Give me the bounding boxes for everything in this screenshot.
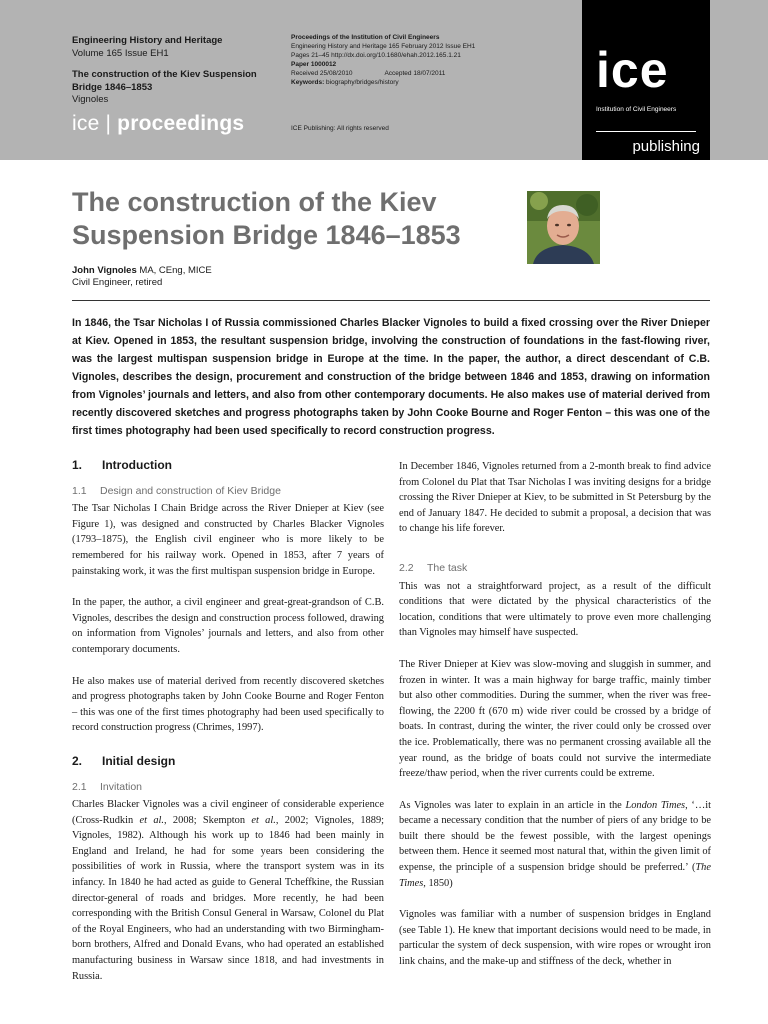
- running-author: Vignoles: [72, 94, 109, 105]
- journal-info: [72, 35, 282, 107]
- text-run-italic: The Times: [399, 862, 711, 889]
- paragraph: He also makes use of material derived from recently discovered sketches and progress photographs taken by John Cooke Bourne and Roger Fenton – this was one of the first times photography had been used specifically to record construction progress (Chrimes, 1997).: [72, 675, 384, 734]
- subsection-number: 2.2: [399, 561, 414, 574]
- meta-doi: Pages 21–45 http://dx.doi.org/10.1680/ehah.2012.165.1.21: [291, 52, 461, 59]
- paragraph: The River Dnieper at Kiev was slow-moving and sluggish in summer, and frozen in winter. It was a main highway for barge traffic, mainly timber but also other commodities. During the summer, when the river was free-flowing, the 2200 ft (670 m) wide river could be crossed by a bridge of boats. In contrast, during the winter, the river could only be crossed over the ice. Problematically, there was no permanent crossing available all the year round, as the bridge of boats could not survive the intermediate freeze/thaw period, when the river currents could be extreme.: [399, 658, 711, 780]
- running-title-2: Bridge 1846–1853: [72, 81, 153, 93]
- subsection-heading-task: [399, 561, 711, 577]
- subsection-heading-design: [72, 484, 384, 500]
- logo-ice-word: ice: [596, 42, 669, 98]
- paragraph: In December 1846, Vignoles returned from a 2-month break to find advice from Colonel du Plat that Tsar Nicholas I was inviting designs for a bridge crossing the River Dnieper at Kiev, to be submitted in St Petersburg by the end of January 1847. He decided to submit a proposal, a decision that was to change his life forever.: [399, 461, 711, 535]
- paragraph: [72, 797, 384, 984]
- brand-proceedings: proceedings: [117, 112, 245, 135]
- author-name: John Vignoles: [72, 265, 137, 276]
- text-run: , 1850): [423, 877, 453, 889]
- section-heading-initial-design: [72, 754, 384, 770]
- author-line: [72, 265, 212, 277]
- paragraph: This was not a straightforward project, as a result of the difficult conditions that were dictated by the physical characteristics of the location, conditions that were ultimately to prove even more challenging than Vignoles may himself have suspected.: [399, 580, 711, 639]
- ice-proceedings-brand: [72, 112, 244, 136]
- meta-paper: Paper 1000012: [291, 61, 337, 68]
- text-run: , 2002; Vignoles, 1889; Vignoles, 1982). Although his work up to 1846 had been mainly in England and Ireland, he had for some years been considering the possibilities of work in Russia, where the transport system was in its infancy. In 1840 he had acted as guide to General Tcheffkine, the Russian director-general of roads and bridges. More recently, he had been corresponding with the British Consul General in Warsaw, Colonel du Plat of the Royal Engineers, who had an understanding with two Birmingham-born brothers, Alfred and Donald Evans, who had operated an established manufacturing business in Warsaw since 1818, and had investments in Russia.: [72, 814, 385, 982]
- logo-divider: [596, 131, 696, 132]
- logo-publishing: publishing: [632, 138, 700, 155]
- paragraph: In the paper, the author, a civil engineer and great-great-grandson of C.B. Vignoles, describes the design and construction process followed, drawing on information from Vignoles’ journals and letters, and also from other contemporary documents.: [72, 597, 384, 655]
- article-title: The construction of the Kiev Suspension Bridge 1846–1853: [72, 187, 461, 250]
- text-run: , 2008; Skempton: [164, 814, 252, 826]
- meta-dates: [291, 69, 521, 78]
- author-role: Civil Engineer, retired: [72, 277, 163, 288]
- meta-keywords: [291, 78, 521, 87]
- keywords-value: biography/bridges/history: [324, 79, 399, 86]
- section-heading-introduction: [72, 458, 384, 474]
- author-quals: MA, CEng, MICE: [136, 265, 212, 276]
- paragraph: Vignoles was familiar with a number of suspension bridges in England (see Table 1). He knew that important decisions would need to be made, in particular the system of deck suspension, with wire ropes or wrought iron link chains, and the make-up and stiffness of the deck, whether in: [399, 909, 711, 968]
- journal-name: Engineering History and Heritage: [72, 35, 223, 46]
- meta-received: Received 25/08/2010: [291, 70, 353, 77]
- text-run-italic: et al.: [251, 814, 276, 826]
- right-column: [399, 459, 711, 986]
- subsection-heading-invitation: [72, 780, 384, 796]
- meta-issue: Engineering History and Heritage 165 February 2012 Issue EH1: [291, 43, 476, 50]
- text-run-italic: London Times: [625, 799, 686, 811]
- subsection-number: 2.1: [72, 780, 87, 793]
- meta-proceedings: Proceedings of the Institution of Civil Engineers: [291, 34, 440, 41]
- abstract: In 1846, the Tsar Nicholas I of Russia commissioned Charles Blacker Vignoles to build a fixed crossing over the River Dnieper at Kiev. Opened in 1853, the resultant suspension bridge, involving the construction of foundations in the fast-flowing river, was the largest multispan suspension bridge in Europe at the time. In the paper, the author, a direct descendant of C.B. Vignoles, describes the design, procurement and construction of the bridge between 1846 and 1853, drawing on information from Vignoles’ journals and letters, and also from other contemporary documents. He also makes use of material derived from recently discovered sketches and progress photographs taken by John Cooke Bourne and Roger Fenton – this was one of the first times photography had been used specifically to record construction progress.: [72, 317, 710, 437]
- section-title: Introduction: [102, 458, 172, 472]
- text-run: Charles Blacker Vignoles was a civil engineer of considerable experience (Cross-Rudkin: [72, 799, 384, 826]
- subsection-title: Invitation: [100, 780, 143, 793]
- paragraph: The Tsar Nicholas I Chain Bridge across the River Dnieper at Kiev (see Figure 1), was designed and constructed by Charles Blacker Vignoles (1793–1875), the English civil engineer who is more likely to be remembered for his railway work. Opened in 1853, after 7 years of painstaking work, it was the first multispan suspension bridge in Europe.: [72, 503, 384, 577]
- author-photo: [527, 191, 600, 264]
- author-block: [72, 265, 212, 289]
- text-run-italic: et al.: [139, 814, 165, 826]
- brand-ice: ice |: [72, 112, 118, 135]
- logo-institution: Institution of Civil Engineers: [596, 106, 677, 113]
- meta-accepted: Accepted 18/07/2011: [384, 70, 446, 77]
- journal-volume: Volume 165 Issue EH1: [72, 47, 169, 59]
- section-title: Initial design: [102, 753, 176, 768]
- publication-meta: [291, 33, 521, 87]
- ice-publishing-logo: [582, 0, 710, 160]
- abstract-rule: [72, 300, 710, 301]
- text-run: As Vignoles was later to explain in an article in the: [399, 799, 626, 811]
- section-number: 1.: [72, 458, 83, 472]
- subsection-number: 1.1: [72, 484, 87, 497]
- subsection-title: The task: [427, 561, 468, 574]
- running-title: The construction of the Kiev Suspension: [72, 69, 257, 80]
- left-column: [72, 458, 384, 1000]
- text-run: , ‘…it became a necessary condition that the number of piers of any bridge to be built there should be the fewest possible, with the largest openings between them. Hence it seemed most natural that, within the given limit of expense, the principle of a suspension bridge should be preferred.’ (: [399, 799, 711, 874]
- section-number: 2.: [72, 753, 83, 768]
- keywords-label: Keywords:: [291, 79, 325, 86]
- subsection-title: Design and construction of Kiev Bridge: [100, 484, 281, 497]
- paragraph: [399, 798, 711, 892]
- rights-notice: ICE Publishing: All rights reserved: [291, 125, 389, 132]
